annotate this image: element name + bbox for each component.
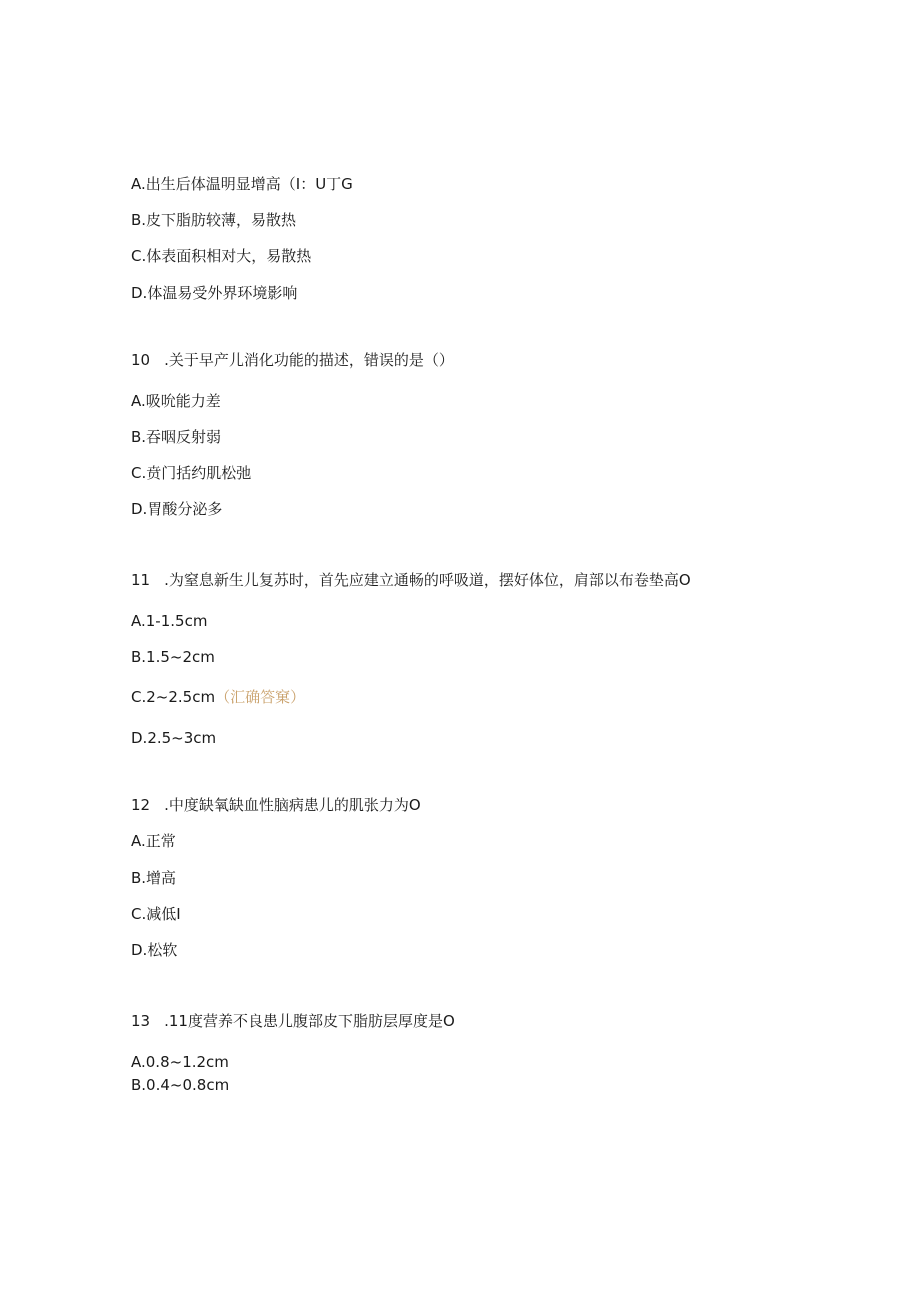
question-number: 13 xyxy=(131,1012,151,1030)
answer-note: （汇确答窠） xyxy=(215,688,306,706)
q12-option-d: D.松软 xyxy=(131,941,178,959)
question-text: .11度营养不良患儿腹部皮下脂肪层厚度是O xyxy=(164,1012,455,1030)
q12-option-c: C.减低I xyxy=(131,905,181,923)
q9-option-b: B.皮下脂肪较薄，易散热 xyxy=(131,211,297,229)
q10-option-d: D.胃酸分泌多 xyxy=(131,500,223,518)
q11-option-c xyxy=(131,687,305,707)
q10-option-a: A.吸吮能力差 xyxy=(131,392,221,410)
q13-option-b: B.0.4~0.8cm xyxy=(131,1076,230,1094)
question-number: 11 xyxy=(131,571,151,589)
q9-option-a: A.出生后体温明显增高（I：U丁G xyxy=(131,175,353,193)
question-number: 10 xyxy=(131,351,151,369)
question-number: 12 xyxy=(131,796,151,814)
q12-option-b: B.增高 xyxy=(131,869,177,887)
question-text: .为窒息新生儿复苏时，首先应建立通畅的呼吸道，摆好体位，肩部以布卷垫高O xyxy=(164,571,691,589)
question-text: .关于早产儿消化功能的描述，错误的是（） xyxy=(164,351,454,369)
q10-option-b: B.吞咽反射弱 xyxy=(131,428,222,446)
question-text: .中度缺氧缺血性脑病患儿的肌张力为O xyxy=(164,796,421,814)
option-text: C.2~2.5cm xyxy=(131,688,216,706)
q9-option-d: D.体温易受外界环境影响 xyxy=(131,284,298,302)
q13-stem xyxy=(131,1011,455,1031)
q12-stem xyxy=(131,795,421,815)
q11-option-b: B.1.5~2cm xyxy=(131,648,215,666)
q10-stem xyxy=(131,350,454,370)
q12-option-a: A.正常 xyxy=(131,832,176,850)
q11-option-a: A.1-1.5cm xyxy=(131,612,208,630)
q9-option-c: C.体表面积相对大，易散热 xyxy=(131,247,312,265)
q10-option-c: C.贲门括约肌松弛 xyxy=(131,464,252,482)
q11-option-d: D.2.5~3cm xyxy=(131,729,217,747)
q11-stem xyxy=(131,570,691,590)
q13-option-a: A.0.8~1.2cm xyxy=(131,1053,229,1071)
